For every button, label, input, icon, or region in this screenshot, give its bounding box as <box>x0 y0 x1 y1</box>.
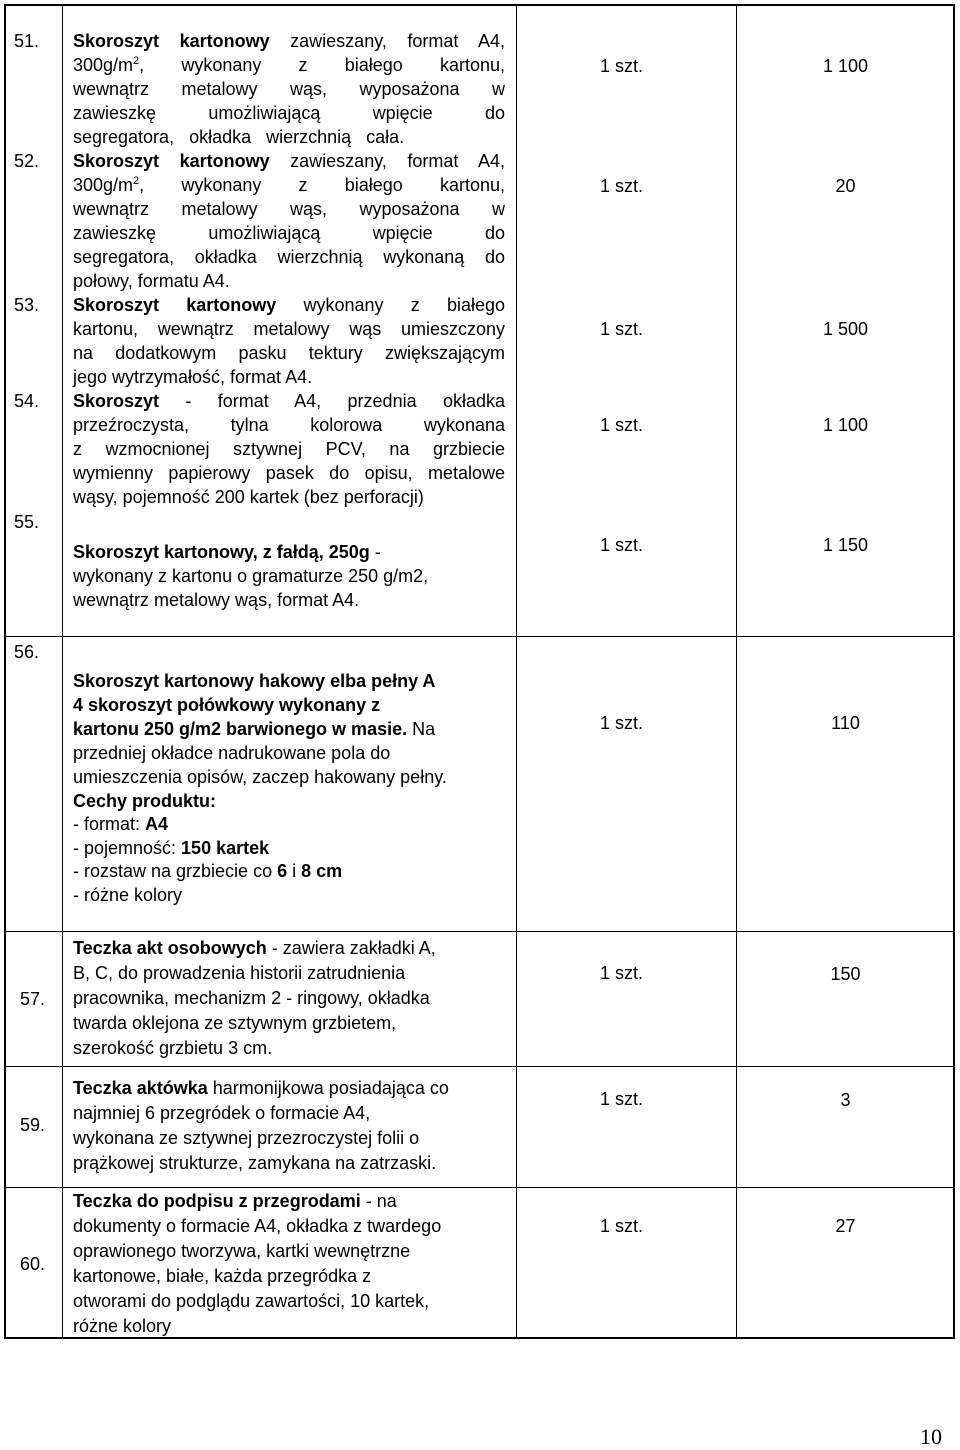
item-quantity: 3 <box>840 1090 851 1110</box>
item-description-line: kartonu 250 g/m2 barwionego w masie. Na <box>73 719 436 739</box>
item-number: 52. <box>14 151 40 171</box>
item-description-line: $300g/m^2$, wykonany z białego kartonu, <box>73 175 505 195</box>
item-number: 55. <box>14 512 40 532</box>
item-name: Skoroszyt kartonowy <box>73 295 277 315</box>
item-description-line: zawieszkę umożliwiającą wpięcie do <box>73 103 505 123</box>
item-quantity: 110 <box>831 713 860 733</box>
table-border-left <box>4 4 6 1339</box>
item-feature: - pojemność: 150 kartek <box>73 838 270 858</box>
item-description-line: segregatora, okładka wierzchnią cała. <box>73 127 405 147</box>
item-quantity: 1 150 <box>822 535 869 555</box>
item-description: Skoroszyt kartonowy zawieszany, format A4, <box>73 151 506 171</box>
item-unit: 1 szt. <box>600 713 644 733</box>
item-number: 54. <box>14 391 40 411</box>
item-name: Skoroszyt kartonowy <box>73 31 270 51</box>
item-description-line: prążkowej strukturze, zamykana na zatrzaski. <box>73 1153 437 1173</box>
item-number: 53. <box>14 295 40 315</box>
item-description: Skoroszyt kartonowy zawieszany, format A4, <box>73 31 506 51</box>
table-border-top <box>4 4 954 6</box>
item-unit: 1 szt. <box>600 1216 644 1236</box>
item-quantity: 1 100 <box>822 415 869 435</box>
item-description-line: otworami do podglądu zawartości, 10 kartek, <box>73 1291 430 1311</box>
item-name: Skoroszyt <box>73 391 160 411</box>
item-name-line: 4 skoroszyt połówkowy wykonany z <box>73 695 381 715</box>
item-description: Teczka aktówka harmonijkowa posiadająca co <box>73 1078 449 1098</box>
item-description-line: $300g/m^2$, wykonany z białego kartonu, <box>73 55 505 75</box>
item-unit: 1 szt. <box>600 415 644 435</box>
row-divider <box>4 636 954 637</box>
item-quantity: 27 <box>835 1216 856 1236</box>
item-description-line: zawieszkę umożliwiającą wpięcie do <box>73 223 505 243</box>
item-unit: 1 szt. <box>600 319 644 339</box>
item-feature: - rozstaw na grzbiecie co 6 i 8 cm <box>73 861 343 881</box>
item-number: 56. <box>14 642 40 662</box>
item-description: Teczka do podpisu z przegrodami - na <box>73 1191 397 1211</box>
item-description-line: oprawionego tworzywa, kartki wewnętrzne <box>73 1241 411 1261</box>
item-description-line: szerokość grzbietu 3 cm. <box>73 1038 273 1058</box>
item-description-line: z wzmocnionej sztywnej PCV, na grzbiecie <box>73 439 505 459</box>
item-description-line: kartonu, wewnątrz metalowy wąs umieszczony <box>73 319 505 339</box>
column-divider-num <box>62 4 63 1339</box>
item-description-line: przedniej okładce nadrukowane pola do <box>73 743 391 763</box>
item-name: Skoroszyt kartonowy <box>73 151 270 171</box>
item-name: Teczka akt osobowych <box>73 938 267 958</box>
item-description-line: umieszczenia opisów, zaczep hakowany pełny. <box>73 767 447 787</box>
item-description-line: wewnątrz metalowy wąs, format A4. <box>73 590 360 610</box>
item-name: Teczka do podpisu z przegrodami <box>73 1191 361 1211</box>
item-description-line: wewnątrz metalowy wąs, wyposażona w <box>73 79 505 99</box>
item-description: Teczka akt osobowych - zawiera zakładki A, <box>73 938 436 958</box>
item-unit: 1 szt. <box>600 56 644 76</box>
item-features-heading: Cechy produktu: <box>73 791 217 811</box>
item-name: Teczka aktówka <box>73 1078 208 1098</box>
item-quantity: 150 <box>830 964 861 984</box>
item-description-line: połowy, formatu A4. <box>73 271 230 291</box>
item-description-line: najmniej 6 przegródek o formacie A4, <box>73 1103 371 1123</box>
item-unit: 1 szt. <box>600 963 644 983</box>
item-description-line: pracownika, mechanizm 2 - ringowy, okładka <box>73 988 430 1008</box>
item-description-line: wymienny papierowy pasek do opisu, metalowe <box>73 463 505 483</box>
item-description-line: B, C, do prowadzenia historii zatrudnienia <box>73 963 406 983</box>
item-quantity: 1 500 <box>822 319 869 339</box>
item-description-line: przeźroczysta, tylna kolorowa wykonana <box>73 415 505 435</box>
item-description-line: kartonowe, białe, każda przegródka z <box>73 1266 372 1286</box>
item-name: Skoroszyt kartonowy, z fałdą, 250g <box>73 542 370 562</box>
row-divider <box>4 1066 954 1067</box>
row-divider <box>4 931 954 932</box>
item-feature: - różne kolory <box>73 885 183 905</box>
item-quantity: 20 <box>835 176 856 196</box>
column-divider-unit <box>736 4 737 1339</box>
item-description: Skoroszyt kartonowy, z fałdą, 250g - <box>73 542 381 562</box>
item-description-line: wąsy, pojemność 200 kartek (bez perforacji) <box>73 487 424 507</box>
item-description-line: wykonana ze sztywnej przezroczystej folii o <box>73 1128 420 1148</box>
item-unit: 1 szt. <box>600 1089 644 1109</box>
item-description-line: wykonany z kartonu o gramaturze 250 g/m2, <box>73 566 429 586</box>
row-divider <box>4 1187 954 1188</box>
item-description-line: wewnątrz metalowy wąs, wyposażona w <box>73 199 505 219</box>
item-number: 51. <box>14 31 40 51</box>
item-number: 60. <box>20 1254 46 1274</box>
column-divider-desc <box>516 4 517 1339</box>
table-border-right <box>953 4 955 1339</box>
page-number: 10 <box>920 1424 942 1449</box>
item-description-line: jego wytrzymałość, format A4. <box>73 367 313 387</box>
item-feature: - format: A4 <box>73 814 169 834</box>
item-name: Skoroszyt kartonowy hakowy elba pełny A <box>73 671 436 691</box>
item-unit: 1 szt. <box>600 535 644 555</box>
item-number: 59. <box>20 1115 46 1135</box>
item-unit: 1 szt. <box>600 176 644 196</box>
item-description-line: twarda oklejona ze sztywnym grzbietem, <box>73 1013 397 1033</box>
item-description: Skoroszyt kartonowy wykonany z białego <box>73 295 505 315</box>
item-description-line: na dodatkowym pasku tektury zwiększającym <box>73 343 505 363</box>
item-description-line: segregatora, okładka wierzchnią wykonaną do <box>73 247 505 267</box>
item-description: Skoroszyt - format A4, przednia okładka <box>73 391 505 411</box>
item-description-line: dokumenty o formacie A4, okładka z twardego <box>73 1216 442 1236</box>
item-number: 57. <box>20 989 46 1009</box>
item-description-line: różne kolory <box>73 1316 172 1336</box>
item-quantity: 1 100 <box>822 56 869 76</box>
